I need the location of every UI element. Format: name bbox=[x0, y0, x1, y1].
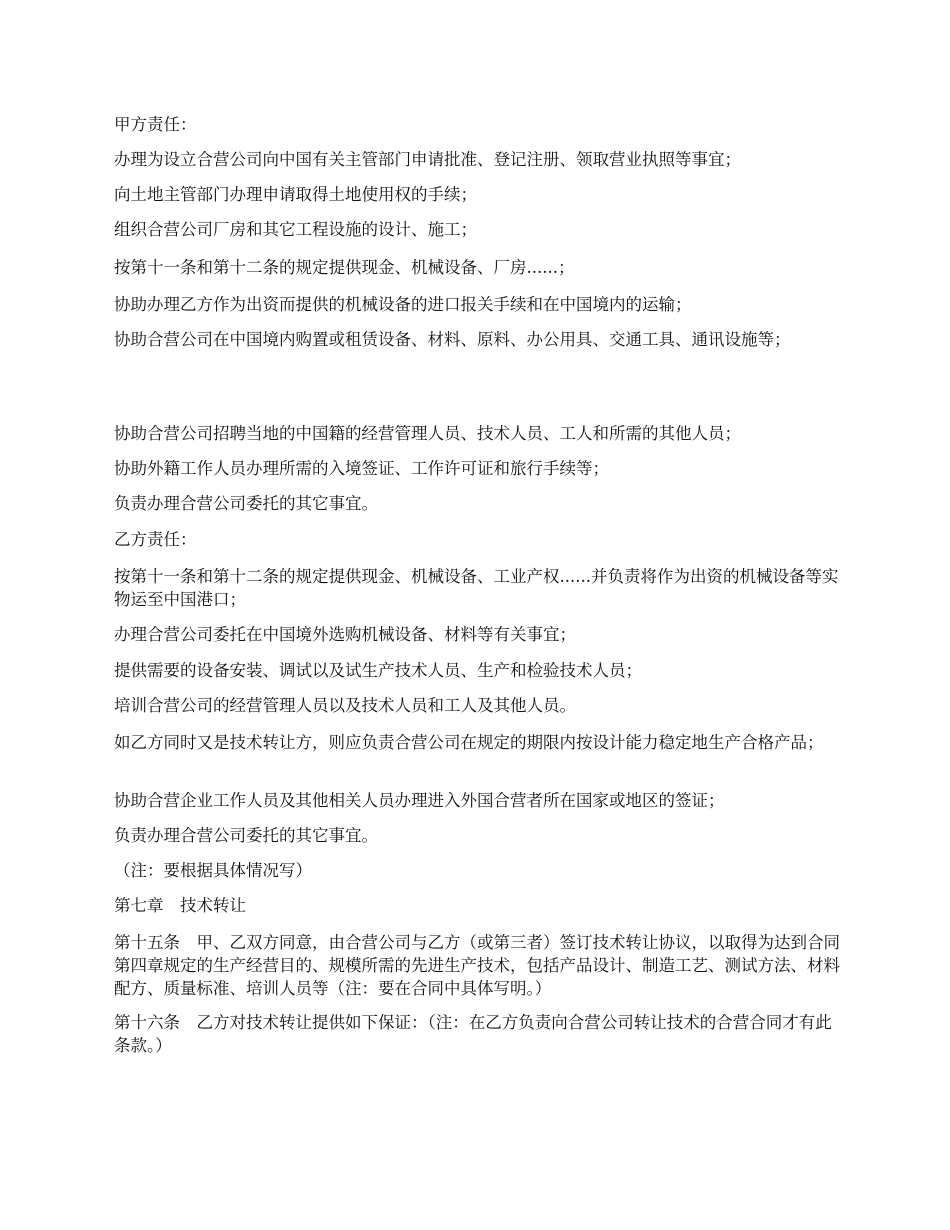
paragraph-a3: 组织合营公司厂房和其它工程设施的设计、施工； bbox=[114, 220, 477, 239]
paragraph-note: （注：要根据具体情况写） bbox=[114, 861, 312, 880]
paragraph-b7: 负责办理合营公司委托的其它事宜。 bbox=[114, 826, 378, 845]
article-sixteen: 第十六条 乙方对技术转让提供如下保证：（注：在乙方负责向合营公司转让技术的合营合同才有此条款。） bbox=[114, 1013, 832, 1055]
paragraph-b5: 如乙方同时又是技术转让方，则应负责合营公司在规定的期限内按设计能力稳定地生产合格产品； bbox=[114, 733, 824, 752]
article-fifteen: 第十五条 甲、乙双方同意，由合营公司与乙方（或第三者）签订技术转让协议，以取得为达到合同第四章规定的生产经营目的、规模所需的先进生产技术，包括产品设计、制造工艺、测试方法、材料配方、质量标准、培训人员等（注：要在合同中具体写明。） bbox=[114, 933, 840, 998]
paragraph-a5: 协助办理乙方作为出资而提供的机械设备的进口报关手续和在中国境内的运输； bbox=[114, 295, 692, 314]
paragraph-b6: 协助合营企业工作人员及其他相关人员办理进入外国合营者所在国家或地区的签证； bbox=[114, 791, 725, 810]
paragraph-a6: 协助合营公司在中国境内购置或租赁设备、材料、原料、办公用具、交通工具、通讯设施等； bbox=[114, 330, 791, 349]
paragraph-a8: 协助外籍工作人员办理所需的入境签证、工作许可证和旅行手续等； bbox=[114, 459, 609, 478]
paragraph-b3: 提供需要的设备安装、调试以及试生产技术人员、生产和检验技术人员； bbox=[114, 661, 642, 680]
paragraph-party-b-heading: 乙方责任： bbox=[114, 530, 197, 549]
paragraph-a4: 按第十一条和第十二条的规定提供现金、机械设备、厂房......； bbox=[114, 258, 575, 277]
paragraph-b4: 培训合营公司的经营管理人员以及技术人员和工人及其他人员。 bbox=[114, 696, 576, 715]
paragraph-a9: 负责办理合营公司委托的其它事宜。 bbox=[114, 494, 378, 513]
chapter-seven-heading: 第七章 技术转让 bbox=[114, 896, 246, 915]
paragraph-a7: 协助合营公司招聘当地的中国籍的经营管理人员、技术人员、工人和所需的其他人员； bbox=[114, 424, 741, 443]
paragraph-party-a-heading: 甲方责任： bbox=[114, 115, 197, 134]
paragraph-a2: 向土地主管部门办理申请取得土地使用权的手续； bbox=[114, 185, 477, 204]
paragraph-a1: 办理为设立合营公司向中国有关主管部门申请批准、登记注册、领取营业执照等事宜； bbox=[114, 150, 741, 169]
paragraph-b1: 按第十一条和第十二条的规定提供现金、机械设备、工业产权......并负责将作为出资的机械设备等实物运至中国港口； bbox=[114, 567, 839, 609]
paragraph-b2: 办理合营公司委托在中国境外选购机械设备、材料等有关事宜； bbox=[114, 625, 576, 644]
